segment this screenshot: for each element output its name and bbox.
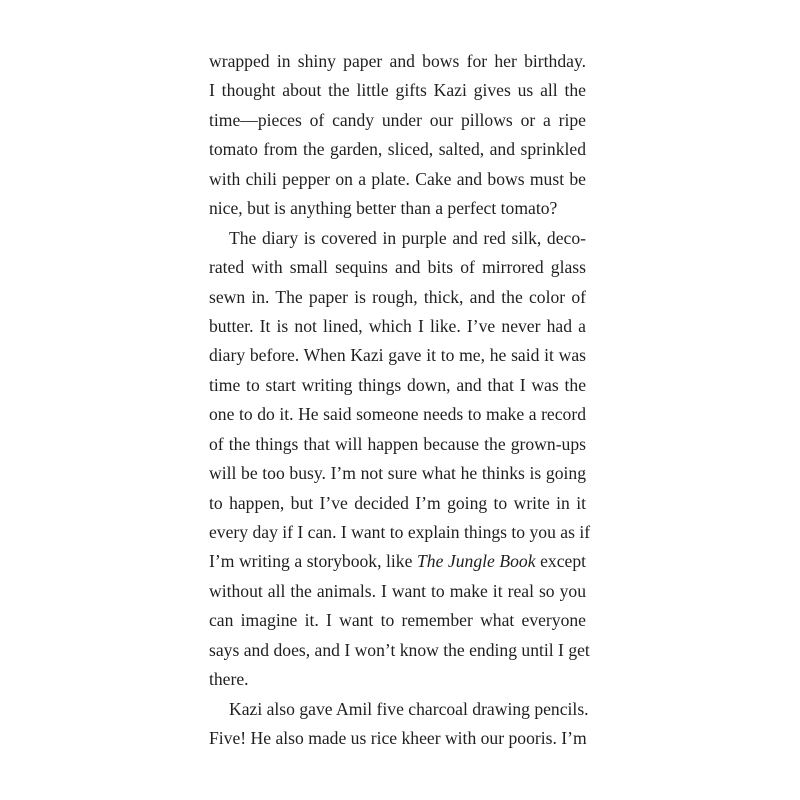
text-line: rated with small sequins and bits of mirrored glass <box>209 257 586 278</box>
text-line: time—pieces of candy under our pillows or a ripe <box>209 109 586 130</box>
text-line: nice, but is anything better than a perfect tomato? <box>209 198 558 219</box>
text-line: says and does, and I won’t know the ending until I get <box>209 639 590 660</box>
text-line: The diary is covered in purple and red silk, deco- <box>229 227 586 248</box>
text-segment: I’m writing a storybook, like <box>209 551 417 572</box>
text-line: I thought about the little gifts Kazi gives us all the <box>209 80 586 101</box>
text-line: Kazi also gave Amil five charcoal drawing pencils. <box>229 698 589 719</box>
text-line: to happen, but I’ve decided I’m going to write in it <box>209 492 586 513</box>
text-line: tomato from the garden, sliced, salted, and sprinkled <box>209 139 586 160</box>
paragraph-1 <box>209 47 586 224</box>
text-line: will be too busy. I’m not sure what he thinks is going <box>209 463 586 484</box>
book-title-italic: The Jungle Book <box>416 551 536 572</box>
paragraph-2 <box>209 224 591 695</box>
text-line: with chili pepper on a plate. Cake and bows must be <box>209 168 586 189</box>
book-page <box>209 47 591 754</box>
text-line <box>209 547 586 576</box>
text-line: wrapped in shiny paper and bows for her birthday. <box>209 51 586 71</box>
text-line: diary before. When Kazi gave it to me, he said it was <box>209 345 586 366</box>
text-line: every day if I can. I want to explain things to you as if <box>209 522 591 542</box>
text-line: time to start writing things down, and that I was the <box>209 374 586 395</box>
text-line: can imagine it. I want to remember what everyone <box>209 610 586 631</box>
paragraph-3 <box>209 695 589 754</box>
text-line: one to do it. He said someone needs to make a record <box>209 404 586 425</box>
text-line: of the things that will happen because the grown-ups <box>209 433 586 454</box>
text-line: without all the animals. I want to make it real so you <box>209 580 586 601</box>
text-line: Five! He also made us rice kheer with our pooris. I’m <box>209 728 587 749</box>
text-line: there. <box>209 669 249 690</box>
text-segment: except <box>535 551 587 572</box>
text-line: butter. It is not lined, which I like. I’ve never had a <box>209 315 586 336</box>
text-line: sewn in. The paper is rough, thick, and the color of <box>209 286 586 307</box>
